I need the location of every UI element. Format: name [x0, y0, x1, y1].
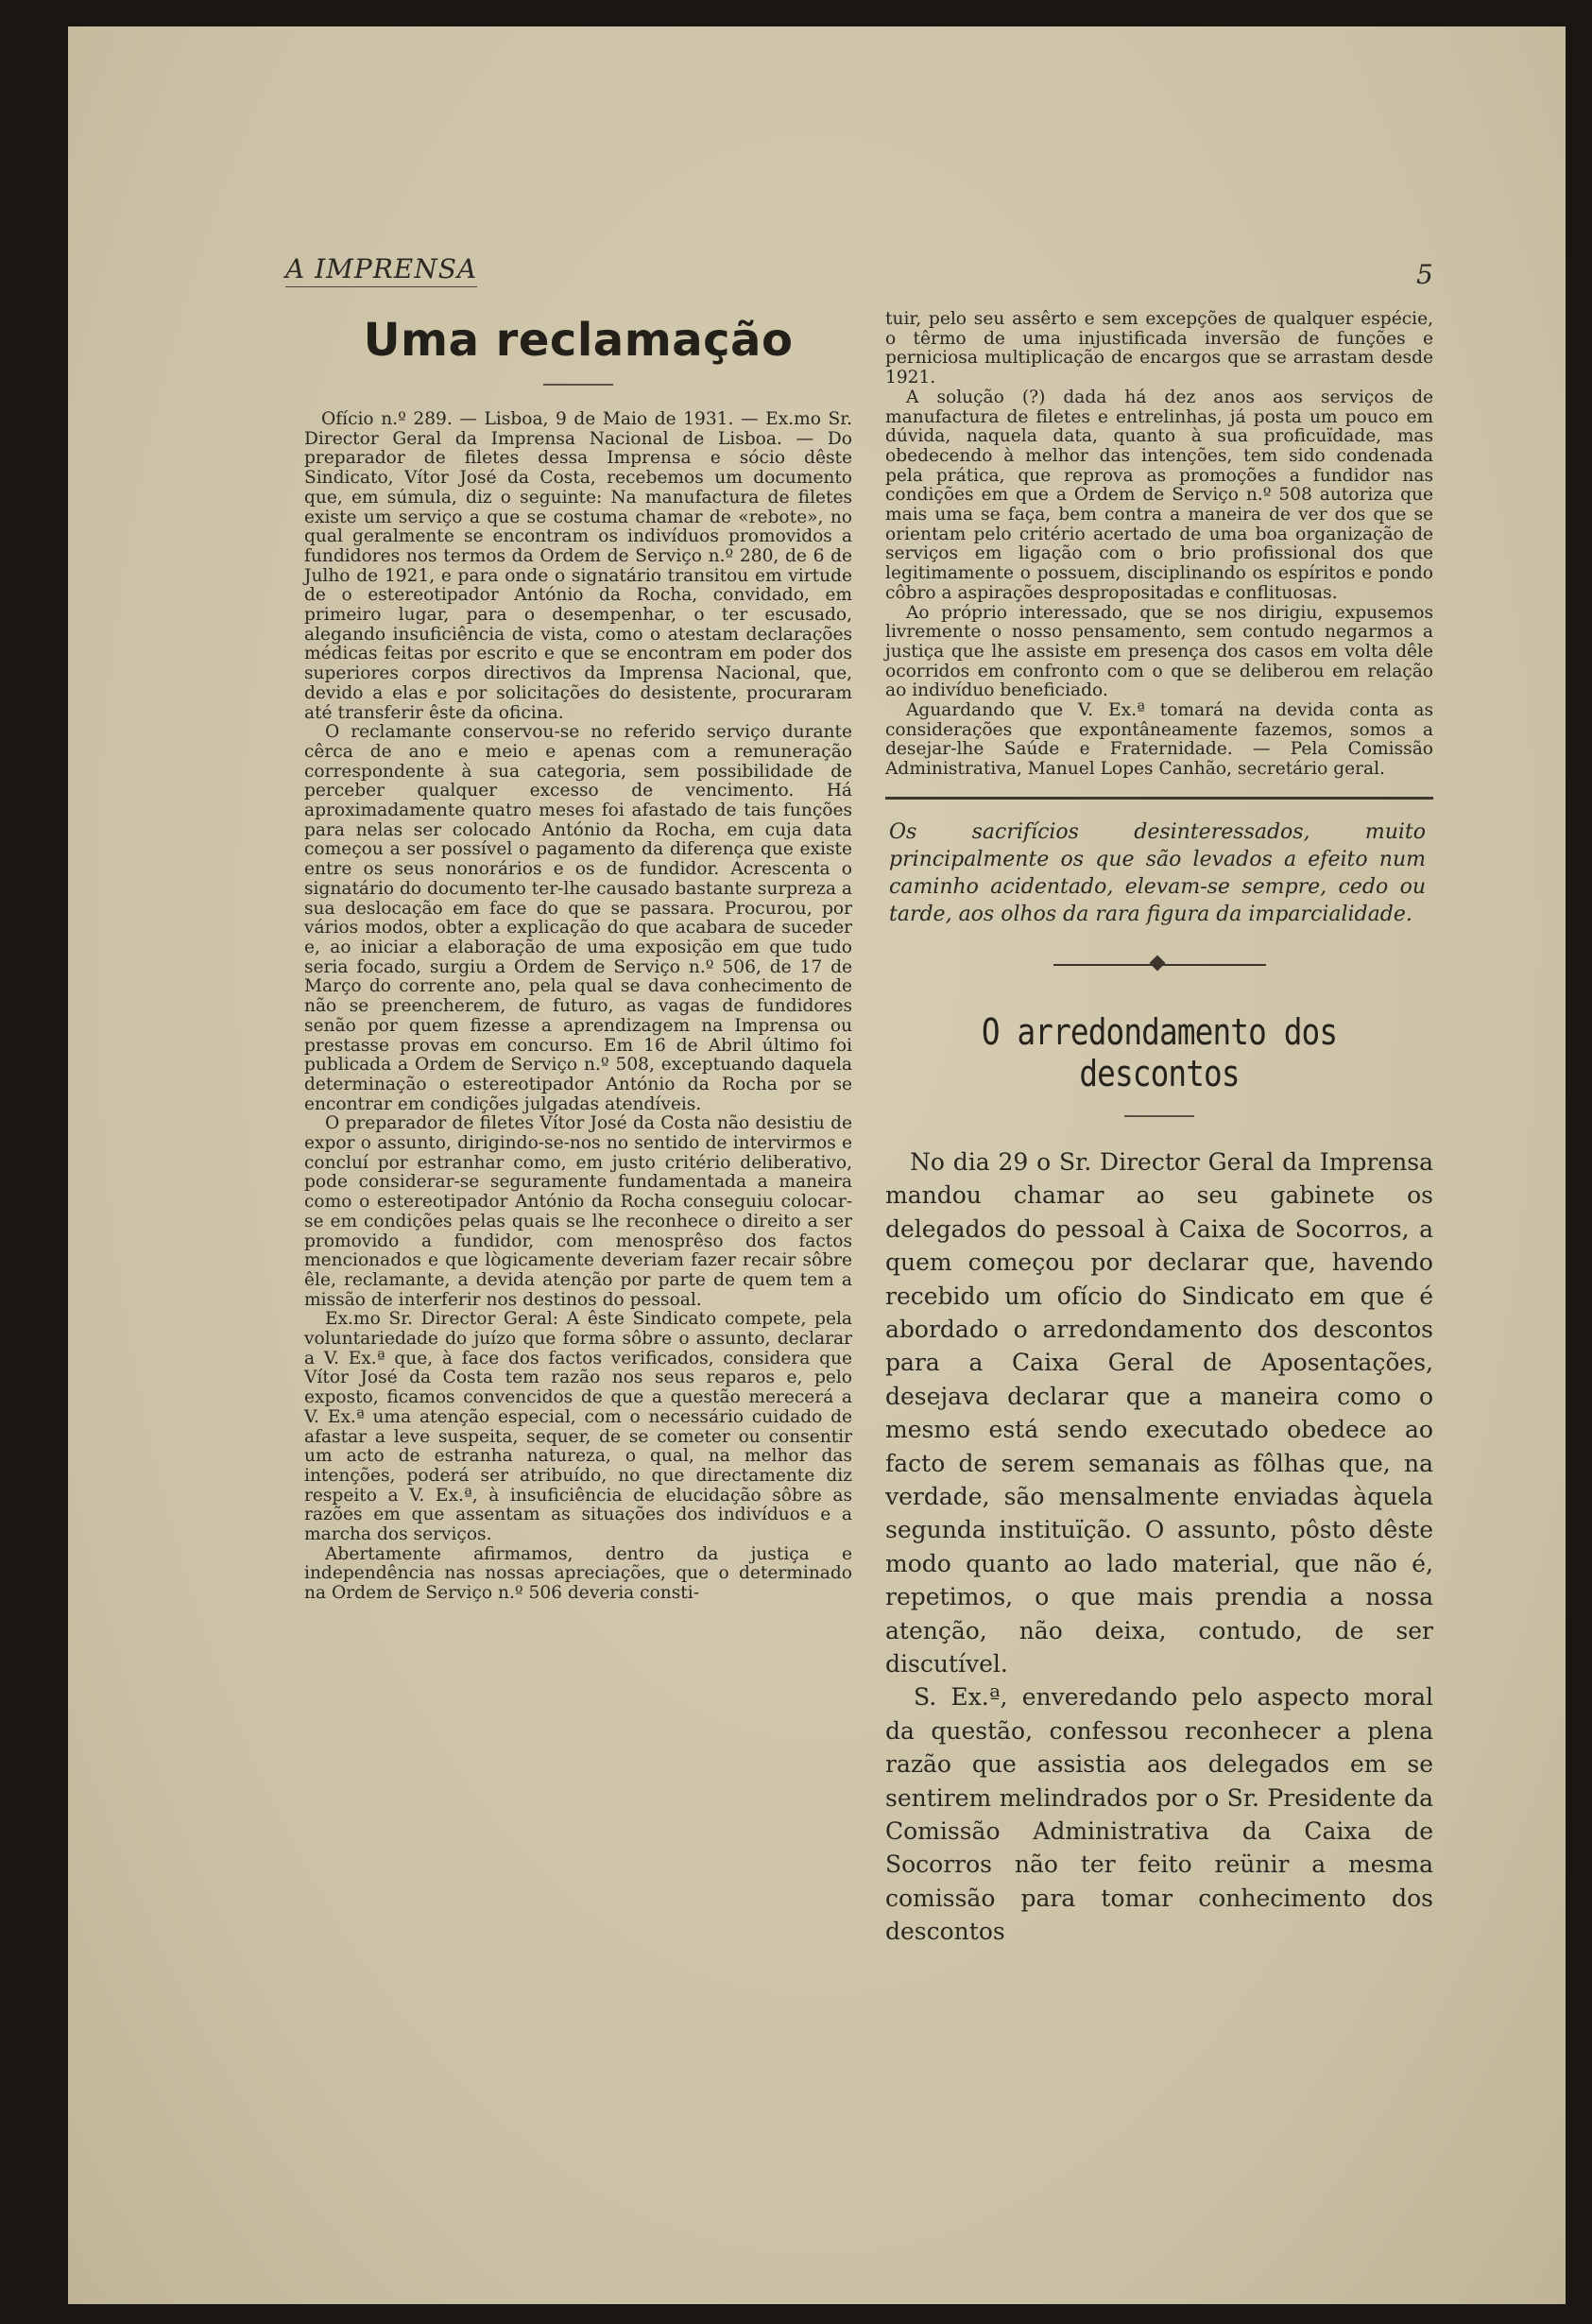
paragraph: S. Ex.ª, enveredando pelo aspecto moral da questão, confessou reconhecer a plena razão que assistia aos delegados em se sentirem melindrados por o Sr. Presidente da Comissão Administrativa da Caixa de Socorros não ter feito reünir a mesma comissão para tomar conhecimento dos descontos: [885, 1683, 1433, 1946]
publication-name: A IMPRENSA: [285, 253, 477, 287]
paragraph: Aguardando que V. Ex.ª tomará na devida conta as considerações que expontâneamente fazemos, somos a desejar-lhe Saúde e Fraternidade. — Pela Comissão Administrativa, Manuel Lopes Canhão, secretário geral.: [885, 700, 1433, 780]
left-column: [304, 306, 852, 1604]
title-divider: [543, 384, 613, 386]
ornamental-divider: [1053, 960, 1266, 970]
paragraph: A solução (?) dada há dez anos aos serviços de manufactura de filetes e entrelinhas, já posta um pouco em dúvida, naquela data, quanto à sua proficuïdade, mas obedecendo à melhor das intenções, tem sido condenada pela prática, que reprova as promoções a fundidor nas condições em que a Ordem de Serviço n.º 508 autoriza que mais uma se faça, bem contra a maneira de ver dos que se orientam pelo critério acertado de uma boa organização de serviços em ligação com o brio profissional dos que legitimamente o possuem, disciplinando os espíritos e pondo côbro a aspirações despropositadas e conflituosas.: [885, 387, 1433, 603]
paragraph: Ao próprio interessado, que se nos dirigiu, expusemos livremente o nosso pensamento, sem contudo negarmos a justiça que lhe assiste em presença dos casos em volta dêle ocorridos em confronto com o que se deliberou em relação ao indivíduo beneficiado.: [885, 602, 1433, 701]
article-title-reclamacao: Uma reclamação: [363, 314, 794, 367]
paragraph: No dia 29 o Sr. Director Geral da Imprensa mandou chamar ao seu gabinete os delegados do pessoal à Caixa de Socorros, a quem começou por declarar que, havendo recebido um ofício do Sindicato em que é abordado o arredondamento dos descontos para a Caixa Geral de Aposentações, desejava declarar que a maneira como o mesmo está sendo executado obedece ao facto de serem semanais as fôlhas que, na verdade, são mensalmente enviadas àquela segunda instituïção. O assunto, pôsto dêste modo quanto ao lado material, que não é, repetimos, o que mais prendia a nossa atenção, não deixa, contudo, de ser discutível.: [885, 1147, 1433, 1678]
newspaper-page: [68, 26, 1566, 2304]
paragraph: Ex.mo Sr. Director Geral: A êste Sindicato compete, pela voluntariedade do juízo que forma sôbre o assunto, declarar a V. Ex.ª que, à face dos factos verificados, considera que Vítor José da Costa tem razão nos seus reparos e, pelo exposto, ficamos convencidos de que a questão merecerá a V. Ex.ª uma atenção especial, com o necessário cuidado de afastar a leve suspeita, sequer, de se cometer ou consentir um acto de estranha natureza, o qual, na melhor das intenções, poderá ser atribuído, no que directamente diz respeito a V. Ex.ª, à insuficiência de elucidação sôbre as razões em que assentam as situações dos indivíduos e a marcha dos serviços.: [304, 1309, 852, 1545]
paragraph: Ofício n.º 289. — Lisboa, 9 de Maio de 1931. — Ex.mo Sr. Director Geral da Imprensa Nacional de Lisboa. — Do preparador de filetes dessa Imprensa e sócio dêste Sindicato, Vítor José da Costa, recebemos um documento que, em súmula, diz o seguinte: Na manufactura de filetes existe um serviço a que se costuma chamar de «rebote», no qual geralmente se encontram os indivíduos promovidos a fundidores nos termos da Ordem de Serviço n.º 280, de 6 de Julho de 1921, e para onde o signatário transitou em virtude de o estereotipador António da Rocha, convidado, em primeiro lugar, para o desempenhar, o ter escusado, alegando insuficiência de vista, como o atestam declarações médicas feitas por escrito e que se encontram em poder dos superiores corpos directivos da Imprensa Nacional, que, devido a elas e por solicitações do desistente, procuraram até transferir êste da oficina.: [304, 409, 852, 723]
diamond-icon: [1149, 955, 1165, 971]
title-divider: [1124, 1115, 1194, 1117]
italic-quote: Os sacrifícios desinteressados, muito principalmente os que são levados a efeito num caminho acidentado, elevam-se sempre, cedo ou tarde, aos olhos da rara figura da imparcialidade.: [889, 819, 1426, 926]
article-body-arredondamento: [885, 1145, 1433, 1949]
paragraph: Abertamente afirmamos, dentro da justiça e independência nas nossas apreciações, que o determinado na Ordem de Serviço n.º 506 deveria consti-: [304, 1543, 852, 1604]
paragraph: tuir, pelo seu assêrto e sem excepções de qualquer espécie, o têrmo de uma injustificada inversão de funções e perniciosa multiplicação de encargos que se arrastam desde 1921.: [885, 309, 1433, 388]
page-number: 5: [1416, 259, 1433, 290]
article-body-right: [885, 310, 1433, 780]
section-separator: [885, 797, 1433, 800]
right-column: [885, 310, 1433, 1949]
article-title-arredondamento: O arredondamento dos descontos: [981, 1010, 1338, 1094]
paragraph: O preparador de filetes Vítor José da Costa não desistiu de expor o assunto, dirigindo-se-nos no sentido de intervirmos e concluí por estranhar como, em justo critério deliberativo, pode considerar-se seguramente fundamentada a maneira como o estereotipador António da Rocha conseguiu colocar-se em condições pelas quais se lhe reconhece o direito a ser promovido a fundidor, com menosprêso dos factos mencionados e que lògicamente deveriam fazer recair sôbre êle, reclamante, a devida atenção por parte de quem tem a missão de interferir nos destinos do pessoal.: [304, 1113, 852, 1310]
paragraph: O reclamante conservou-se no referido serviço durante cêrca de ano e meio e apenas com a remuneração correspondente à sua categoria, sem possibilidade de perceber qualquer excesso de vencimento. Há aproximadamente quatro meses foi afastado de tais funções para nelas ser colocado António da Rocha, em cuja data começou a ser possível o pagamento da diferença que existe entre os seus nonorários e os de fundidor. Acrescenta o signatário do documento ter-lhe causado bastante surpreza a sua deslocação em face do que se passara. Procurou, por vários modos, obter a explicação do que acabara de suceder e, ao iniciar a elaboração de uma exposição em que tudo seria focado, surgiu a Ordem de Serviço n.º 506, de 17 de Março do corrente ano, pela qual se dava conhecimento de não se preencherem, de futuro, as vagas de fundidores senão por quem fizesse a aprendizagem na Imprensa ou prestasse provas em concurso. Em 16 de Abril último foi publicada a Ordem de Serviço n.º 508, exceptuando daquela determinação o estereotipador António da Rocha por se encontrar em condições julgadas atendíveis.: [304, 722, 852, 1114]
article-body-left: [304, 410, 852, 1604]
